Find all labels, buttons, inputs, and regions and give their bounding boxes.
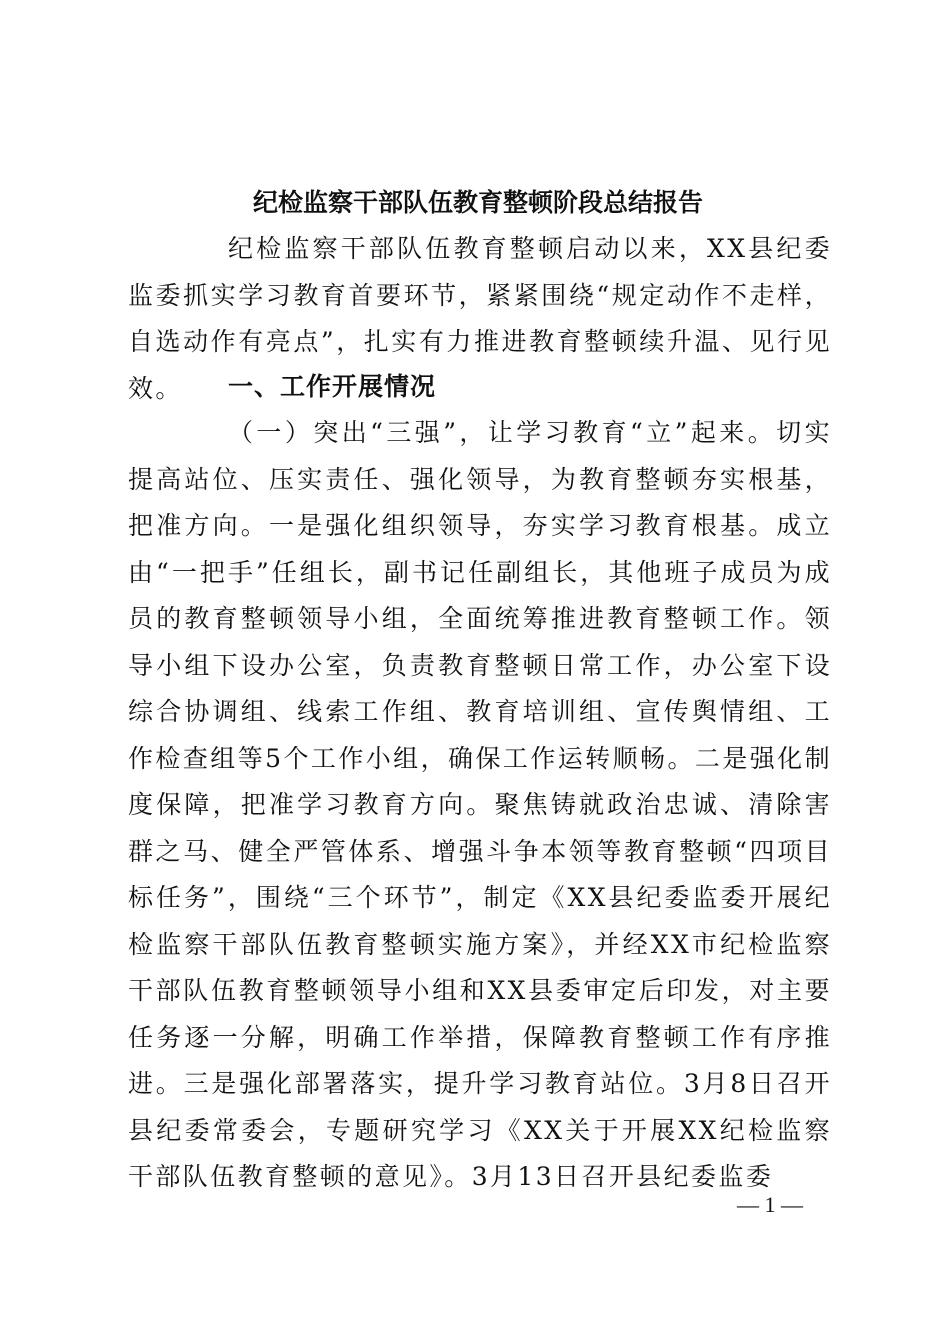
- section-paragraph: （一）突出“三强”，让学习教育“立”起来。切实提高站位、压实责任、强化领导，为教育整顿夯实根基，把准方向。一是强化组织领导，夯实学习教育根基。成立由“一把手”任组长，副书记任副组长，其他班子成员为成员的教育整顿领导小组，全面统筹推进教育整顿工作。领导小组下设办公室，负责教育整顿日常工作，办公室下设综合协调组、线索工作组、教育培训组、宣传舆情组、工作检查组等5个工作小组，确保工作运转顺畅。二是强化制度保障，把准学习教育方向。聚焦铸就政治忠诚、清除害群之马、健全严管体系、增强斗争本领等教育整顿“四项目标任务”，围绕“三个环节”，制定《XX县纪委监委开展纪检监察干部队伍教育整顿实施方案》，并经XX市纪检监察干部队伍教育整顿领导小组和XX县委审定后印发，对主要任务逐一分解，明确工作举措，保障教育整顿工作有序推进。三是强化部署落实，提升学习教育站位。3月8日召开县纪委常委会，专题研究学习《XX关于开展XX纪检监察干部队伍教育整顿的意见》。3月13日召开县纪委监委: [128, 418, 832, 1191]
- document-title: 纪检监察干部队伍教育整顿阶段总结报告: [252, 188, 703, 217]
- intro-paragraph: 纪检监察干部队伍教育整顿启动以来，XX县纪委监委抓实学习教育首要环节，紧紧围绕“规定动作不走样，自选动作有亮点”，扎实有力推进教育整顿续升温、见行见效。: [128, 234, 832, 403]
- section-heading: 一、工作开展情况: [228, 372, 437, 401]
- page-number: — 1 —: [737, 1192, 803, 1217]
